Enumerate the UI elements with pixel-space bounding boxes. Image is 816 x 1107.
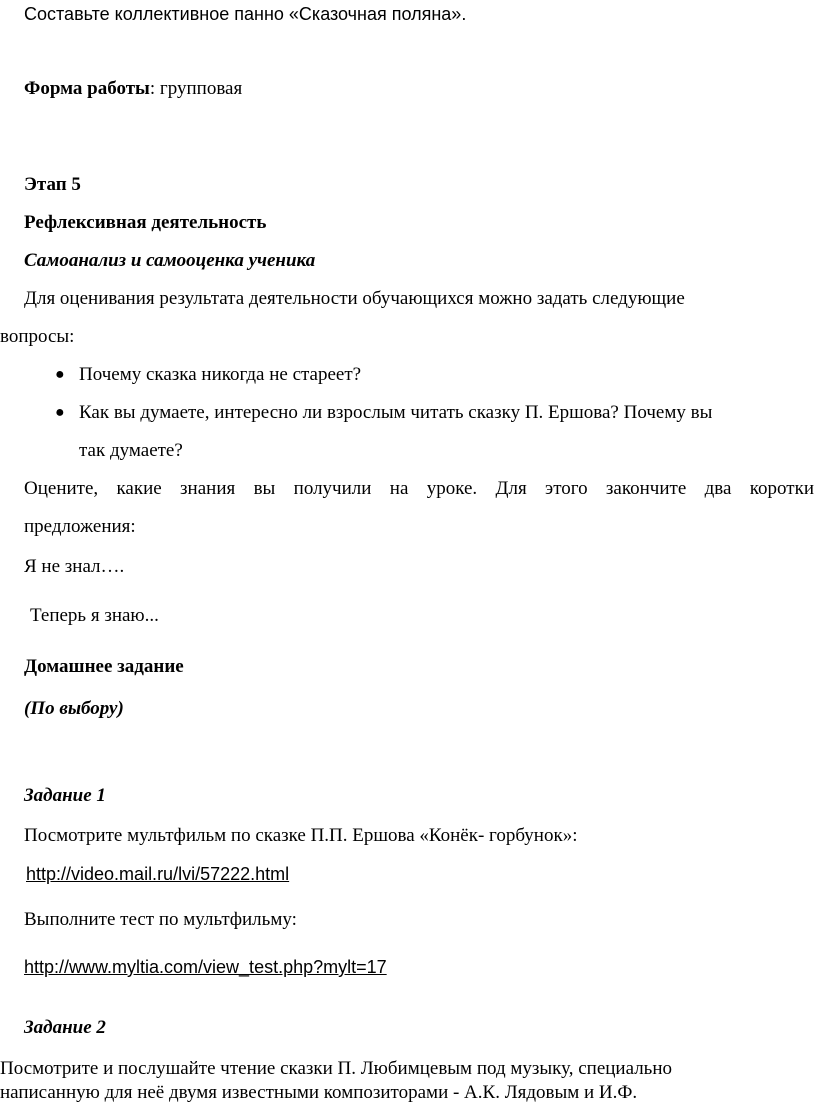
cartoon-link[interactable]: http://video.mail.ru/lvi/57222.html bbox=[26, 864, 290, 884]
eval-text-line2: вопросы: bbox=[0, 326, 75, 347]
didnt-know-text: Я не знал…. bbox=[24, 556, 125, 577]
by-choice-text: (По выбору) bbox=[24, 698, 124, 719]
stage-heading: Этап 5 bbox=[24, 174, 81, 195]
work-form-value: : групповая bbox=[149, 78, 243, 99]
bullet-item-2-line1: Как вы думаете, интересно ли взрослым читать сказку П. Ершова? Почему вы bbox=[79, 402, 713, 423]
bullet-icon: ● bbox=[55, 366, 65, 383]
reflexive-heading: Рефлексивная деятельность bbox=[24, 212, 267, 233]
test-link[interactable]: http://www.myltia.com/view_test.php?mylt=17 bbox=[24, 957, 387, 977]
assess-text-line2: предложения: bbox=[24, 516, 136, 537]
homework-heading: Домашнее задание bbox=[24, 656, 184, 677]
task-intro-text: Составьте коллективное панно «Сказочная поляна». bbox=[24, 4, 467, 24]
eval-text-line1: Для оценивания результата деятельности обучающихся можно задать следующие bbox=[24, 288, 685, 309]
task1-heading: Задание 1 bbox=[24, 785, 106, 806]
task2-heading: Задание 2 bbox=[24, 1017, 106, 1038]
self-analysis-heading: Самоанализ и самооценка ученика bbox=[24, 250, 316, 271]
bullet-icon: ● bbox=[55, 404, 65, 421]
now-know-text: Теперь я знаю... bbox=[30, 605, 159, 626]
do-test-text: Выполните тест по мультфильму: bbox=[24, 909, 297, 930]
listen-text-line1: Посмотрите и послушайте чтение сказки П. Любимцевым под музыку, специально bbox=[0, 1058, 673, 1079]
work-form-line bbox=[24, 77, 242, 101]
watch-cartoon-text: Посмотрите мультфильм по сказке П.П. Ершова «Конёк- горбунок»: bbox=[24, 825, 578, 846]
work-form-label: Форма работы bbox=[24, 78, 150, 99]
listen-text-line2: написанную для неё двумя известными композиторами - А.К. Лядовым и И.Ф. bbox=[0, 1082, 638, 1103]
assess-text-line1: Оцените, какие знания вы получили на уроке. Для этого закончите два коротки bbox=[24, 478, 814, 499]
bullet-item-1: Почему сказка никогда не стареет? bbox=[79, 364, 362, 385]
bullet-item-2-line2: так думаете? bbox=[79, 440, 183, 461]
